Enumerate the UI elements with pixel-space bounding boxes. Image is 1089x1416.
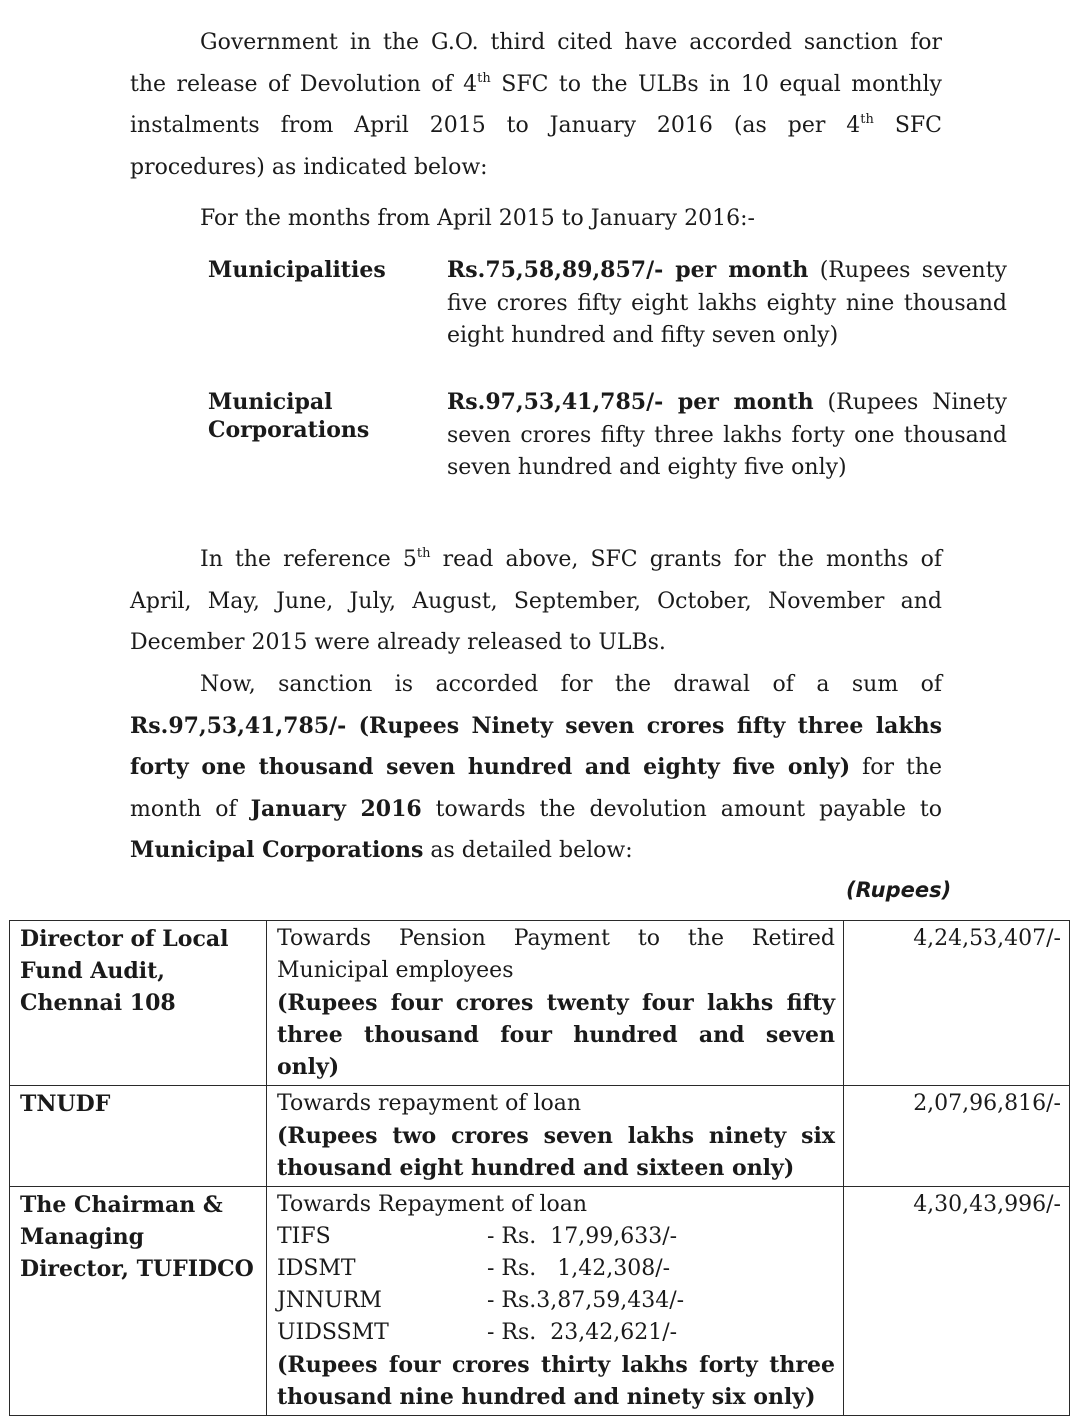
loan-breakdown-row bbox=[277, 1221, 835, 1253]
intro-line-2b: SFC to the ULBs in 10 equal monthly bbox=[490, 71, 942, 97]
purpose-cell bbox=[267, 921, 844, 1086]
sanction-text-c: for the month of bbox=[130, 755, 943, 822]
intro-sup-1: th bbox=[477, 70, 491, 86]
scheme-value: - Rs.3,87,59,434/- bbox=[487, 1288, 685, 1313]
amount-cell: 2,07,96,816/- bbox=[844, 1086, 1070, 1187]
sanction-text-g: as detailed below: bbox=[423, 838, 633, 863]
sanction-text-a: Now, sanction is accorded for the drawal of a sum of bbox=[200, 672, 942, 697]
purpose-text: Towards Repayment of loan bbox=[277, 1192, 588, 1217]
amount-in-words: (Rupees four crores twenty four lakhs fifty three thousand four hundred and seven only) bbox=[277, 990, 835, 1080]
amount-cell: 4,24,53,407/- bbox=[844, 921, 1070, 1086]
ref-text-a: In the reference 5 bbox=[200, 547, 417, 572]
intro-line-3b: SFC bbox=[873, 113, 942, 138]
payee-cell: The Chairman & Managing Director, TUFIDCO bbox=[10, 1187, 267, 1416]
loan-breakdown-row bbox=[277, 1285, 835, 1317]
scheme-name: JNNURM bbox=[277, 1288, 382, 1313]
table-row bbox=[10, 1086, 1070, 1187]
amount-in-words: (Rupees four crores thirty lakhs forty three thousand nine hundred and ninety six only) bbox=[277, 1352, 835, 1410]
sanction-recipient: Municipal Corporations bbox=[130, 837, 424, 863]
scheme-value: - Rs. 17,99,633/- bbox=[487, 1224, 678, 1249]
amount-in-words: (Rupees two crores seven lakhs ninety six thousand eight hundred and sixteen only) bbox=[277, 1123, 835, 1181]
corporations-label: Municipal Corporations bbox=[208, 389, 370, 443]
scheme-value: - Rs. 23,42,621/- bbox=[487, 1320, 678, 1345]
sanction-amount: Rs.97,53,41,785/- (Rupees Ninety seven crores fifty three lakhs forty one thousand seven hundred and eighty five only) bbox=[130, 712, 942, 780]
scheme-name: TIFS bbox=[277, 1224, 331, 1249]
purpose-cell bbox=[267, 1187, 844, 1416]
sanction-month: January 2016 bbox=[250, 795, 422, 822]
loan-breakdown-row bbox=[277, 1253, 835, 1285]
municipalities-label: Municipalities bbox=[208, 257, 386, 283]
purpose-cell bbox=[267, 1086, 844, 1187]
ref-sup: th bbox=[416, 546, 431, 561]
table-row bbox=[10, 1187, 1070, 1416]
amount-cell: 4,30,43,996/- bbox=[844, 1187, 1070, 1416]
purpose-text: Towards Pension Payment to the Retired Municipal employees bbox=[277, 926, 835, 983]
currency-heading: (Rupees) bbox=[846, 878, 952, 902]
scheme-name: UIDSSMT bbox=[277, 1320, 389, 1345]
loan-breakdown-row bbox=[277, 1317, 835, 1349]
reference-paragraph bbox=[130, 539, 942, 664]
sanction-text-e: towards the devolution amount payable to bbox=[421, 796, 942, 822]
intro-line-3a: instalments from April 2015 to January 2016 (as per 4 bbox=[130, 113, 861, 138]
ref-text-b: read above, SFC grants for the months of April, May, June, July, August, September, October, November and December 2015 were already released to ULBs. bbox=[130, 547, 942, 655]
intro-line-4: procedures) as indicated below: bbox=[130, 154, 488, 180]
allocation-table bbox=[9, 920, 1070, 1416]
municipalities-amount: Rs.75,58,89,857/- per month bbox=[447, 257, 809, 283]
payee-cell: Director of Local Fund Audit, Chennai 108 bbox=[10, 921, 267, 1086]
scheme-name: IDSMT bbox=[277, 1256, 356, 1281]
intro-paragraph bbox=[130, 22, 942, 188]
corporations-words: (Rupees Ninety seven crores fifty three lakhs forty one thousand seven hundred and eighty five only) bbox=[447, 390, 1007, 480]
intro-line-2a: the release of Devolution of 4 bbox=[130, 71, 478, 97]
corporations-amount-text bbox=[447, 386, 1007, 485]
table-row bbox=[10, 921, 1070, 1086]
intro-line-1: Government in the G.O. third cited have accorded sanction for bbox=[200, 30, 942, 55]
municipalities-amount-text bbox=[447, 254, 1007, 353]
corporations-amount: Rs.97,53,41,785/- per month bbox=[447, 389, 814, 415]
payee-cell: TNUDF bbox=[10, 1086, 267, 1187]
intro-sup-2: th bbox=[860, 112, 874, 127]
scheme-value: - Rs. 1,42,308/- bbox=[487, 1256, 671, 1281]
purpose-text: Towards repayment of loan bbox=[277, 1091, 582, 1116]
months-heading: For the months from April 2015 to January 2016:- bbox=[200, 206, 755, 231]
municipalities-words: (Rupees seventy five crores fifty eight lakhs eighty nine thousand eight hundred and fifty seven only) bbox=[447, 258, 1007, 348]
sanction-paragraph bbox=[130, 664, 942, 872]
